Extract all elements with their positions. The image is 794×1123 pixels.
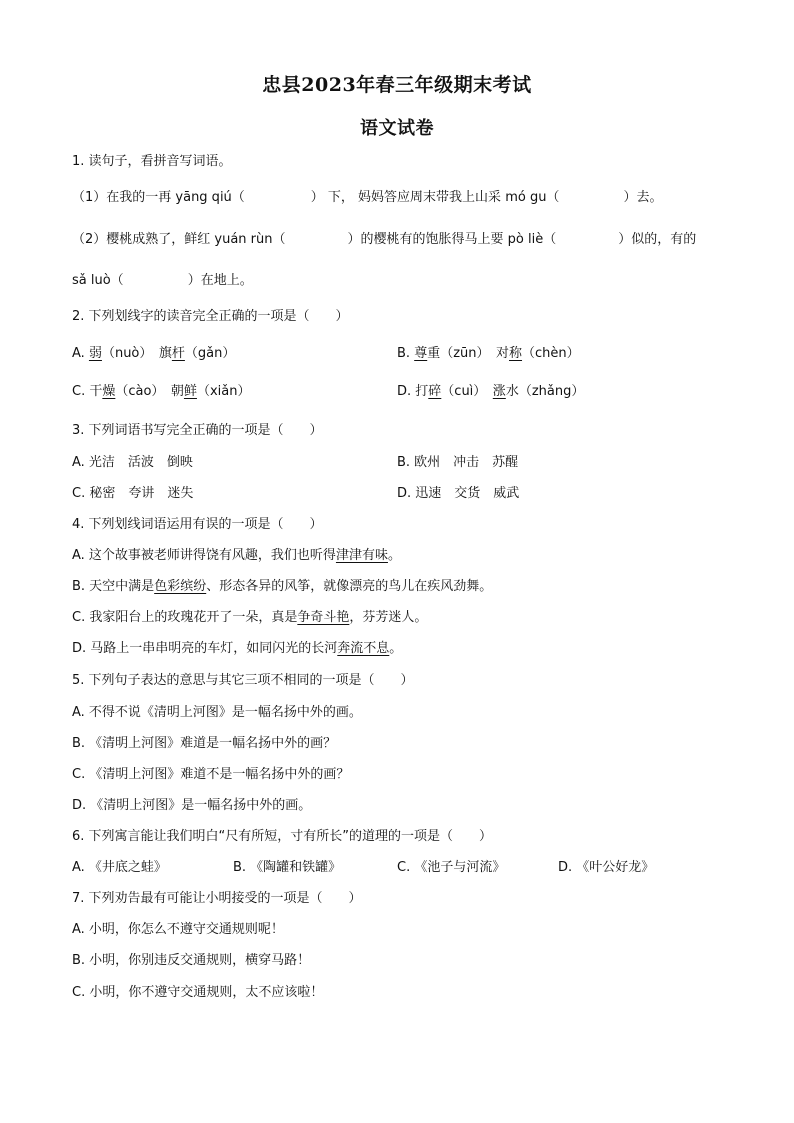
- exam-title: 忠县2023年春三年级期末考试: [262, 74, 532, 96]
- q6-option-d[interactable]: D. 《叶公好龙》: [558, 860, 655, 875]
- q5-option-a[interactable]: A. 不得不说《清明上河图》是一幅名扬中外的画。: [72, 705, 362, 720]
- q1-line-3: [72, 272, 253, 290]
- q7-stem: 7. 下列劝告最有可能让小明接受的一项是（ ）: [72, 891, 362, 906]
- q7-option-a[interactable]: A. 小明，你怎么不遵守交通规则呢！: [72, 922, 284, 937]
- q7-option-c[interactable]: C. 小明，你不遵守交通规则，太不应该啦！: [72, 985, 324, 1000]
- q1-text: （2）樱桃成熟了，鲜红 yuán rùn（: [72, 232, 286, 247]
- q3-stem: 3. 下列词语书写完全正确的一项是（ ）: [72, 423, 323, 438]
- q5-option-d[interactable]: D. 《清明上河图》是一幅名扬中外的画。: [72, 798, 312, 813]
- q1-text: ）似的，有的: [618, 232, 697, 247]
- q5-stem: 5. 下列句子表达的意思与其它三项不相同的一项是（ ）: [72, 673, 414, 688]
- q4-option-c[interactable]: C. 我家阳台上的玫瑰花开了一朵，真是争奇斗艳，芬芳迷人。: [72, 610, 428, 625]
- q3-option-d[interactable]: D. 迅速 交货 威武: [397, 486, 520, 501]
- q4-option-b[interactable]: B. 天空中满是色彩缤纷、形态各异的风筝，就像漂亮的鸟儿在疾风劲舞。: [72, 579, 493, 594]
- q4-stem: 4. 下列划线词语运用有误的一项是（ ）: [72, 517, 323, 532]
- q6-option-b[interactable]: B. 《陶罐和铁罐》: [233, 860, 342, 875]
- q1-text: （1）在我的一再 yāng qiú（: [72, 190, 245, 205]
- q6-option-c[interactable]: C. 《池子与河流》: [397, 860, 506, 875]
- q4-option-a[interactable]: A. 这个故事被老师讲得饶有风趣，我们也听得津津有味。: [72, 548, 401, 563]
- q1-line-2: [72, 231, 696, 249]
- q2-option-b[interactable]: B. 尊重（zūn） 对称（chèn）: [397, 346, 580, 361]
- q1-text: ） 下， 妈妈答应周末带我上山采 mó gu（: [310, 190, 560, 205]
- q2-stem: 2. 下列划线字的读音完全正确的一项是（ ）: [72, 309, 349, 324]
- exam-subtitle: 语文试卷: [360, 118, 434, 139]
- q1-text: ）去。: [623, 190, 663, 205]
- q1-text: ）的樱桃有的饱胀得马上要 pò liè（: [347, 232, 557, 247]
- q1-stem: 1. 读句子，看拼音写词语。: [72, 154, 232, 169]
- q1-text: ）在地上。: [187, 273, 253, 288]
- q2-option-d[interactable]: D. 打碎（cuì） 涨水（zhǎng）: [397, 384, 585, 399]
- q7-option-b[interactable]: B. 小明，你别违反交通规则，横穿马路！: [72, 953, 311, 968]
- q3-option-b[interactable]: B. 欧州 冲击 苏醒: [397, 455, 519, 470]
- q1-line-1: [72, 189, 662, 207]
- q1-text: sǎ luò（: [72, 273, 124, 288]
- q6-option-a[interactable]: A. 《井底之蛙》: [72, 860, 167, 875]
- q2-option-a[interactable]: A. 弱（nuò） 旗杆（gǎn）: [72, 346, 236, 361]
- q3-option-c[interactable]: C. 秘密 夸讲 迷失: [72, 486, 194, 501]
- q5-option-c[interactable]: C. 《清明上河图》难道不是一幅名扬中外的画？: [72, 767, 350, 782]
- q4-option-d[interactable]: D. 马路上一串串明亮的车灯，如同闪光的长河奔流不息。: [72, 641, 403, 656]
- q2-option-c[interactable]: C. 干燥（cào） 朝鲜（xiǎn）: [72, 384, 251, 399]
- q3-option-a[interactable]: A. 光洁 活波 倒映: [72, 455, 193, 470]
- q5-option-b[interactable]: B. 《清明上河图》难道是一幅名扬中外的画？: [72, 736, 337, 751]
- q6-stem: 6. 下列寓言能让我们明白“尺有所短，寸有所长”的道理的一项是（ ）: [72, 829, 493, 844]
